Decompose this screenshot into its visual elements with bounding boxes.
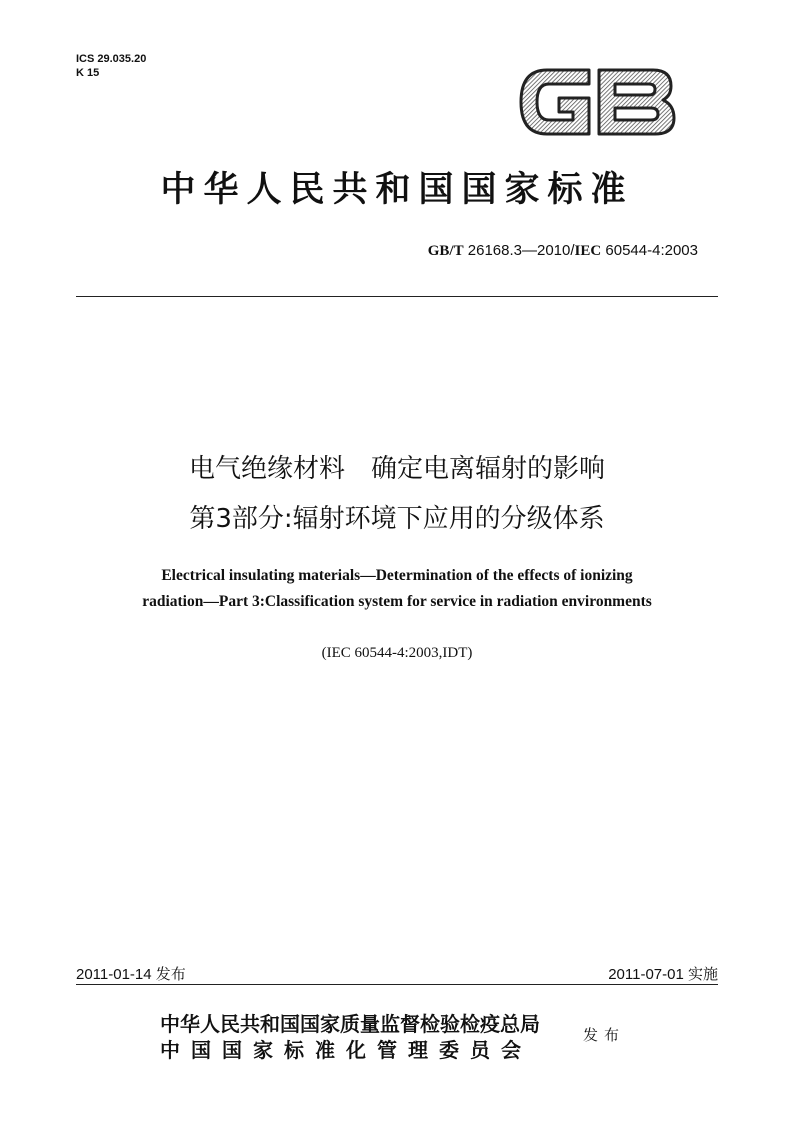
standard-number — [428, 242, 698, 260]
issuer-aqsiq: 中华人民共和国国家质量监督检验检疫总局 — [160, 1012, 540, 1036]
issue-date: 2011-01-14 发布 — [76, 966, 186, 983]
standard-number-suffix: 60544-4:2003 — [605, 242, 698, 259]
header-divider — [76, 296, 718, 297]
gb-logo-icon — [517, 62, 677, 142]
ccs-code: K 15 — [76, 67, 100, 79]
standard-number-mid: 26168.3—2010/ — [467, 242, 575, 259]
ics-code: ICS 29.035.20 — [76, 53, 147, 65]
standard-number-prefix: GB/T — [427, 243, 464, 259]
title-en-line1: Electrical insulating materials—Determination of the effects of ionizing — [161, 567, 633, 584]
standard-type-heading: 中华人民共和国国家标准 — [160, 169, 634, 210]
title-en-line2: radiation—Part 3:Classification system for service in radiation environments — [142, 593, 652, 610]
title-zh-line1: 电气绝缘材料 确定电离辐射的影响 — [188, 454, 605, 484]
adoption-note: (IEC 60544-4:2003,IDT) — [321, 645, 473, 661]
footer-divider — [76, 984, 718, 985]
title-zh-line2: 第3部分:辐射环境下应用的分级体系 — [189, 504, 605, 534]
issue-label: 发布 — [583, 1026, 626, 1044]
standard-number-iec: IEC — [574, 243, 602, 259]
classification-codes — [76, 52, 146, 80]
issuer-sac: 中国国家标准化管理委员会 — [160, 1038, 532, 1062]
implementation-date: 2011-07-01 实施 — [608, 966, 718, 983]
